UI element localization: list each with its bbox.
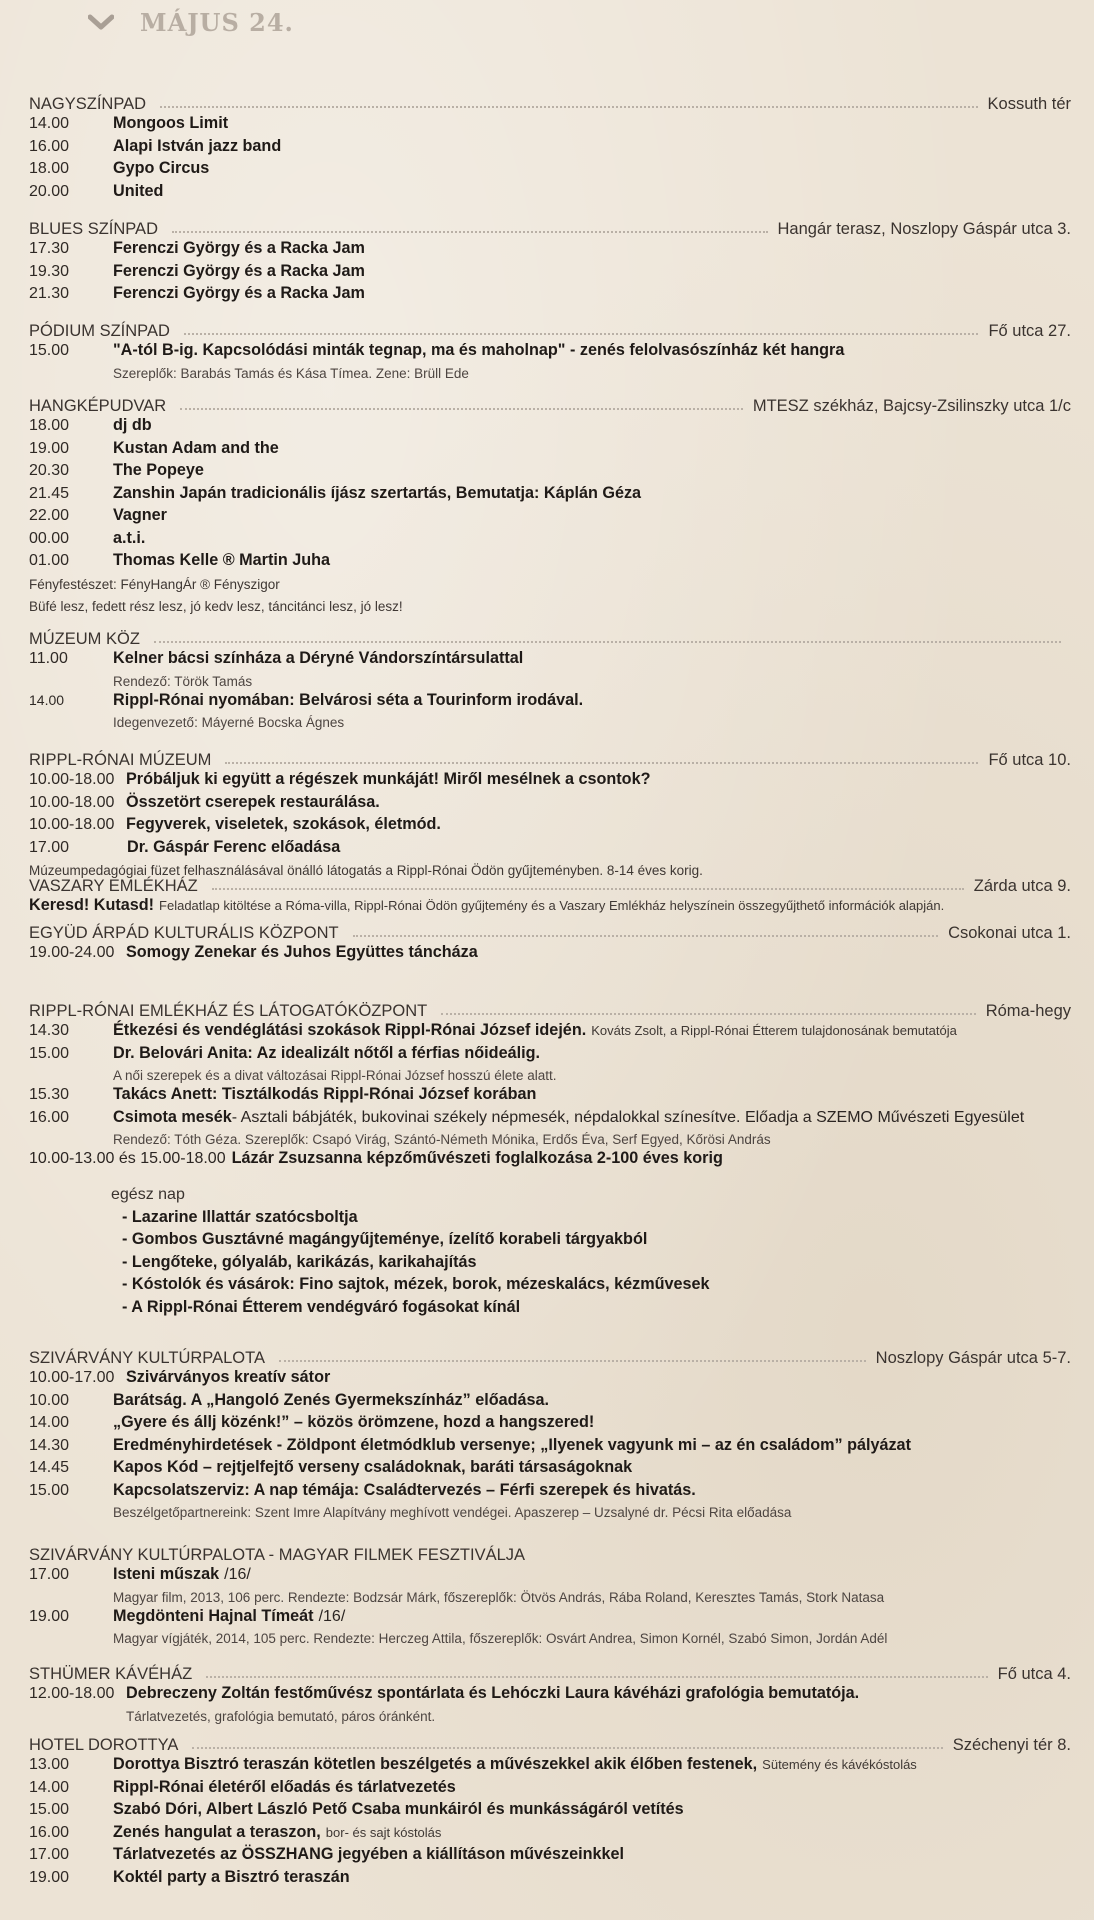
all-day-label: egész nap (111, 1185, 185, 1203)
event-credits: Magyar film, 2013, 106 perc. Rendezte: Bodzsár Márk, főszereplők: Ötvös András, Rába Roland, Keresztes Tamás, Stork Natasa (113, 1589, 885, 1605)
section-location: Széchenyi tér 8. (952, 1736, 1071, 1754)
section-header (29, 921, 1071, 943)
event-row (29, 551, 1071, 574)
event-title: Ferenczi György és a Racka Jam (113, 261, 365, 280)
event-title: Alapi István jazz band (113, 136, 282, 155)
section-location: Zárda utca 9. (973, 877, 1071, 895)
event-title: Dorottya Bisztró teraszán kötetlen beszélgetés a művészekkel akik élőben festenek, (113, 1755, 758, 1773)
event-credits: Magyar vígjáték, 2014, 105 perc. Rendezte: Herczeg Attila, főszereplők: Osvárt Andrea, Simon Kornél, Szabó Simon, Jordán Adél (113, 1631, 888, 1646)
dotted-leader (184, 333, 979, 335)
event-title: Dr. Gáspár Ferenc előadása (127, 837, 341, 856)
section-header (29, 319, 1071, 341)
section-header (29, 1733, 1071, 1755)
section-rippl-ronai-emlekhaz (29, 999, 1071, 1320)
event-credits: Beszélgetőpartnereink: Szent Imre Alapítvány meghívott vendégei. Apaszerep – Uzsalyné dr. Pécsi Rita előadása (113, 1505, 792, 1520)
event-title: Ferenczi György és a Racka Jam (113, 284, 365, 302)
section-nagyszinpad (29, 92, 1071, 204)
event-time: 21.30 (29, 285, 70, 302)
event-time: 18.00 (29, 160, 70, 177)
event-row (29, 896, 1071, 919)
event-title: dj db (113, 416, 152, 434)
event-title: Csimota mesék (113, 1107, 232, 1126)
event-time: 14.00 (29, 1778, 70, 1796)
event-title: Keresd! Kutasd! (29, 896, 155, 914)
event-title: Dr. Belovári Anita: Az idealizált nőtől a férfias nőideálig. (113, 1043, 540, 1062)
event-time: 10.00-17.00 (29, 1369, 115, 1386)
event-title: Szabó Dóri, Albert László Pető Csaba munkáiról és munkásságáról vetítés (113, 1800, 684, 1818)
section-header (29, 92, 1071, 114)
event-row (29, 1823, 1071, 1846)
event-title: Zanshin Japán tradicionális íjász szertartás, Bemutatja: Káplán Géza (113, 483, 642, 502)
event-title: Kapcsolatszerviz: A nap témája: Családtervezés – Férfi szerepek és hivatás. (113, 1480, 696, 1499)
section-hotel-dorottya (29, 1733, 1071, 1890)
section-header (29, 217, 1071, 239)
event-row (29, 159, 1071, 182)
event-time: 10.00-13.00 és 15.00-18.00 (29, 1150, 226, 1167)
list-item: - A Rippl-Rónai Étterem vendégváró fogásokat kínál (122, 1297, 521, 1316)
event-title: Fegyverek, viseletek, szokások, életmód. (126, 815, 441, 833)
section-location: Fő utca 27. (988, 322, 1071, 340)
event-time: 14.00 (29, 115, 70, 132)
section-location: Fő utca 10. (988, 751, 1071, 769)
dotted-leader (225, 762, 978, 764)
event-time: 19.30 (29, 262, 70, 280)
event-title: Isteni műszak (113, 1565, 220, 1583)
dotted-leader (172, 231, 768, 233)
list-item: - Lazarine Illattár szatócsboltja (122, 1207, 358, 1226)
section-header (29, 748, 1071, 770)
page-header (88, 2, 294, 42)
section-location: Noszlopy Gáspár utca 5-7. (875, 1349, 1071, 1367)
event-extra: Sütemény és kávékóstolás (762, 1757, 917, 1772)
event-title: a.t.i. (113, 528, 146, 547)
section-title: MÚZEUM KÖZ (29, 630, 140, 648)
event-row (29, 1800, 1071, 1823)
event-time: 21.45 (29, 484, 70, 502)
event-row (29, 1755, 1071, 1778)
event-time: 19.00-24.00 (29, 944, 115, 961)
event-title: Összetört cserepek restaurálása. (126, 792, 380, 811)
event-row (29, 1684, 1071, 1707)
section-szivarvany-kulturpalota (29, 1346, 1071, 1522)
event-row (29, 114, 1071, 137)
dotted-leader (160, 106, 977, 108)
event-title: Debreczeny Zoltán festőművész spontárlata és Lehóczki Laura kávéházi grafológia bemutatója. (126, 1684, 860, 1702)
event-row (29, 815, 1071, 838)
event-row (29, 1565, 1071, 1588)
event-title: Kustan Adam and the (113, 438, 279, 457)
section-location: Csokonai utca 1. (948, 924, 1071, 942)
section-sthumer-kavehaz (29, 1662, 1071, 1726)
dotted-leader (154, 641, 1061, 643)
event-credits: A női szerepek és a divat változásai Rippl-Rónai József hosszú élete alatt. (113, 1068, 557, 1083)
section-title: SZIVÁRVÁNY KULTÚRPALOTA - MAGYAR FILMEK FESZTIVÁLJA (29, 1546, 526, 1564)
event-title: Megdönteni Hajnal Tímeát (113, 1606, 314, 1625)
event-title: Somogy Zenekar és Juhos Együttes táncháza (126, 943, 478, 961)
event-title: "A-tól B-ig. Kapcsolódási minták tegnap, ma és maholnap" - zenés felolvasószínház két hangra (113, 341, 845, 359)
event-title: Barátság. A „Hangoló Zenés Gyermekszínház” előadása. (113, 1390, 550, 1409)
event-row (29, 1044, 1071, 1067)
event-row (29, 1845, 1071, 1868)
event-row (29, 1391, 1071, 1414)
event-time: 15.30 (29, 1086, 70, 1103)
event-title: Thomas Kelle ® Martin Juha (113, 551, 331, 569)
event-time: 10.00-18.00 (29, 793, 115, 811)
event-time: 15.00 (29, 1481, 70, 1499)
event-time: 15.00 (29, 342, 70, 359)
section-location: Róma-hegy (985, 1002, 1071, 1020)
event-row (29, 838, 1071, 861)
all-day-list (122, 1208, 1071, 1321)
event-title: Étkezési és vendéglátási szokások Rippl-Rónai József idején. (113, 1021, 587, 1039)
section-title: RIPPL-RÓNAI EMLÉKHÁZ ÉS LÁTOGATÓKÖZPONT (29, 1002, 428, 1020)
section-header (29, 1346, 1071, 1368)
section-muzeum-koz (29, 627, 1071, 732)
event-row (29, 1413, 1071, 1436)
section-title: STHÜMER KÁVÉHÁZ (29, 1665, 193, 1683)
section-blues-szinpad (29, 217, 1071, 307)
event-title: Próbáljuk ki együtt a régészek munkáját! Miről mesélnek a csontok? (126, 770, 651, 788)
event-row (29, 943, 1071, 966)
event-time: 17.30 (29, 240, 70, 257)
age-rating: /16/ (224, 1566, 251, 1583)
event-title: Lázár Zsuzsanna képzőművészeti foglalkozása 2-100 éves korig (231, 1149, 723, 1167)
event-time: 22.00 (29, 507, 70, 524)
event-row (29, 1021, 1071, 1044)
section-header (29, 874, 1071, 896)
section-header (29, 627, 1071, 649)
section-header (29, 999, 1071, 1021)
event-row (29, 284, 1071, 307)
event-title: The Popeye (113, 461, 204, 479)
section-title: BLUES SZÍNPAD (29, 220, 158, 238)
event-title: „Gyere és állj közénk!” – közös örömzene, hozd a hangszered! (113, 1413, 595, 1431)
event-title: Rippl-Rónai életéről előadás és tárlatvezetés (113, 1777, 456, 1796)
dotted-leader (353, 935, 939, 937)
event-time: 15.00 (29, 1801, 70, 1818)
event-description: Feladatlap kitöltése a Róma-villa, Rippl-Rónai Ödön gyűjtemény és a Vaszary Emlékház helyszínein összegyűjthető információk alapján. (159, 898, 945, 913)
event-row (29, 341, 1071, 364)
list-item: - Kóstolók és vásárok: Fino sajtok, mézek, borok, mézeskalács, kézművesek (122, 1275, 710, 1293)
event-time: 01.00 (29, 552, 70, 569)
event-row (29, 262, 1071, 285)
section-title: HANGKÉPUDVAR (29, 397, 167, 415)
dotted-leader (206, 1676, 987, 1678)
event-row (29, 182, 1071, 205)
dotted-leader (212, 888, 964, 890)
event-credits: Rendező: Tóth Géza. Szereplők: Csapó Virág, Szántó-Németh Mónika, Erdős Éva, Serf Egyed, Kőrösi András (113, 1132, 771, 1147)
dotted-leader (192, 1747, 942, 1749)
event-title: Gypo Circus (113, 159, 210, 177)
event-time: 14.00 (29, 1414, 70, 1431)
event-row (29, 1149, 1071, 1172)
event-row (29, 1607, 1071, 1630)
list-item: - Lengőteke, gólyaláb, karikázás, karikahajítás (122, 1252, 477, 1271)
event-time: 17.00 (29, 1566, 70, 1583)
event-title: Eredményhirdetések - Zöldpont életmódklub versenye; „Ilyenek vagyunk mi – az én családom” pályázat (113, 1435, 911, 1454)
event-time: 16.00 (29, 1108, 70, 1126)
event-credits: Idegenvezető: Máyerné Bocska Ágnes (113, 715, 345, 730)
event-title: Koktél party a Bisztró teraszán (113, 1867, 350, 1886)
event-time: 20.30 (29, 462, 70, 479)
event-time: 19.00 (29, 439, 70, 457)
event-time: 10.00-18.00 (29, 771, 115, 788)
section-location: Kossuth tér (987, 95, 1071, 113)
event-row (29, 691, 1071, 714)
section-note: Fényfestészet: FényHangÁr ® Fényszigor (29, 576, 280, 592)
event-extra: Kováts Zsolt, a Rippl-Rónai Étterem tulajdonosának bemutatója (591, 1023, 957, 1038)
event-title: United (113, 181, 164, 200)
event-time: 10.00-18.00 (29, 816, 115, 833)
event-row (29, 416, 1071, 439)
section-vaszary-emlekhaz (29, 874, 1071, 919)
section-rippl-ronai-muzeum (29, 748, 1071, 882)
event-time: 10.00 (29, 1391, 70, 1409)
section-location: Hangár terasz, Noszlopy Gáspár utca 3. (777, 220, 1071, 238)
event-time: 13.00 (29, 1756, 70, 1773)
date-title: MÁJUS 24. (140, 7, 294, 37)
event-row (29, 1481, 1071, 1504)
event-description: - Asztali bábjáték, bukovinai székely népmesék, népdalokkal színesítve. Előadja a SZEMO Művészeti Egyesület (231, 1108, 1025, 1126)
event-row (29, 770, 1071, 793)
section-title: RIPPL-RÓNAI MÚZEUM (29, 751, 212, 769)
section-title: HOTEL DOROTTYA (29, 1736, 179, 1754)
event-row (29, 239, 1071, 262)
event-row (29, 1108, 1071, 1131)
dotted-leader (279, 1360, 866, 1362)
event-time: 19.00 (29, 1607, 70, 1625)
section-title: SZIVÁRVÁNY KULTÚRPALOTA (29, 1349, 265, 1367)
dotted-leader (180, 408, 743, 410)
event-row (29, 137, 1071, 160)
event-time: 16.00 (29, 1823, 70, 1841)
event-time: 17.00 (29, 1846, 70, 1863)
section-header (29, 1543, 1071, 1565)
section-note: Büfé lesz, fedett rész lesz, jó kedv lesz, táncitánci lesz, jó lesz! (29, 598, 403, 614)
event-extra: bor- és sajt kóstolás (325, 1824, 442, 1840)
event-title: Zenés hangulat a teraszon, (113, 1822, 321, 1841)
event-time: 16.00 (29, 137, 70, 155)
event-time: 20.00 (29, 182, 70, 200)
event-title: Tárlatvezetés az ÖSSZHANG jegyében a kiállításon művészeinkkel (113, 1845, 625, 1863)
section-location: MTESZ székház, Bajcsy-Zsilinszky utca 1/c (752, 397, 1071, 415)
event-time: 11.00 (29, 650, 68, 667)
event-row (29, 1436, 1071, 1459)
event-credits: Rendező: Török Tamás (113, 673, 253, 689)
event-title: Vagner (113, 506, 167, 524)
list-item: - Gombos Gusztávné magángyűjteménye, ízelítő korabeli tárgyakból (122, 1230, 648, 1248)
event-row (29, 1778, 1071, 1801)
event-row (29, 1085, 1071, 1108)
section-egyud-arpad (29, 921, 1071, 966)
chevron-down-icon (88, 11, 114, 33)
age-rating: /16/ (318, 1607, 346, 1625)
event-row (29, 439, 1071, 462)
event-title: Kapos Kód – rejtjelfejtő verseny családoknak, baráti társaságoknak (113, 1458, 633, 1476)
event-time: 14.45 (29, 1459, 70, 1476)
event-time: 14.30 (29, 1022, 70, 1039)
event-row (29, 1368, 1071, 1391)
section-title: VASZARY EMLÉKHÁZ (29, 877, 198, 895)
event-time: 18.00 (29, 417, 70, 434)
section-hangkepudvar (29, 394, 1071, 618)
section-note: Múzeumpedagógiai füzet felhasználásával önálló látogatás a Rippl-Rónai Ödön gyűjteményben. 8-14 éves korig. (29, 863, 703, 878)
section-title: PÓDIUM SZÍNPAD (29, 322, 170, 340)
event-time: 12.00-18.00 (29, 1685, 115, 1702)
event-credits: Tárlatvezetés, grafológia bemutató, páros óránként. (126, 1708, 436, 1724)
event-title: Rippl-Rónai nyomában: Belvárosi séta a Tourinform irodával. (113, 690, 584, 709)
event-time: 14.00 (29, 691, 65, 708)
event-row (29, 1458, 1071, 1481)
event-time: 14.30 (29, 1436, 70, 1454)
section-podium-szinpad (29, 319, 1071, 383)
event-time: 17.00 (29, 838, 70, 856)
section-location: Fő utca 4. (997, 1665, 1071, 1683)
event-title: Szivárványos kreatív sátor (126, 1368, 331, 1386)
event-row (29, 1868, 1071, 1891)
event-title: Kelner bácsi színháza a Déryné Vándorszíntársulattal (113, 649, 524, 667)
event-title: Mongoos Limit (113, 114, 229, 132)
section-header (29, 394, 1071, 416)
section-title: EGYÜD ÁRPÁD KULTURÁLIS KÖZPONT (29, 924, 339, 942)
section-header (29, 1662, 1071, 1684)
event-row (29, 484, 1071, 507)
event-title: Takács Anett: Tisztálkodás Rippl-Rónai József korában (113, 1085, 537, 1103)
event-time: 19.00 (29, 1868, 70, 1886)
event-row (29, 461, 1071, 484)
event-time: 15.00 (29, 1044, 70, 1062)
dotted-leader (441, 1013, 975, 1015)
event-time: 00.00 (29, 529, 70, 547)
section-magyar-filmek (29, 1543, 1071, 1648)
event-row (29, 506, 1071, 529)
event-title: Ferenczi György és a Racka Jam (113, 239, 365, 257)
event-credits: Szereplők: Barabás Tamás és Kása Tímea. Zene: Brüll Ede (113, 365, 469, 381)
section-title: NAGYSZÍNPAD (29, 95, 147, 113)
event-row (29, 793, 1071, 816)
event-row (29, 529, 1071, 552)
event-row (29, 649, 1071, 672)
